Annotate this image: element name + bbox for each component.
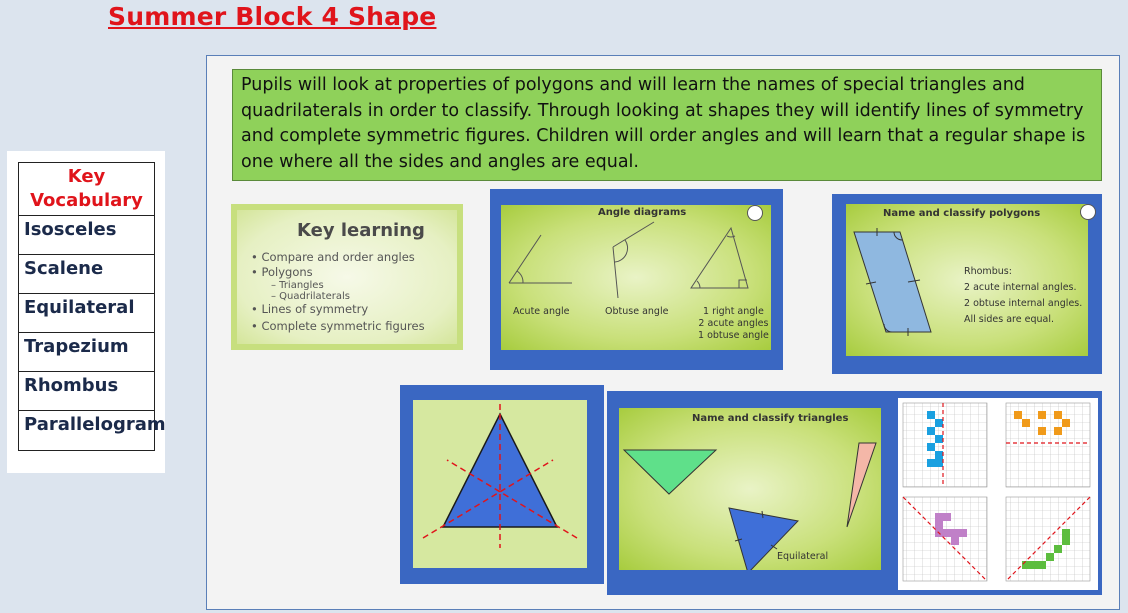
key-learning-item: • Lines of symmetry xyxy=(251,302,369,316)
key-learning-list xyxy=(251,250,425,334)
key-learning-slide xyxy=(231,204,463,350)
key-learning-subitem: – Triangles xyxy=(271,280,324,291)
vocabulary-word: Equilateral xyxy=(19,294,154,333)
equilateral-label: Equilateral xyxy=(777,551,829,562)
symmetry-grids xyxy=(898,398,1098,590)
vocabulary-word: Trapezium xyxy=(19,333,154,372)
symmetry-grids-svg xyxy=(898,398,1098,590)
symmetry-slide xyxy=(400,385,604,584)
vocabulary-heading-line2: Vocabulary xyxy=(30,190,143,211)
angle-diagrams-slide xyxy=(490,189,783,370)
polygon-description: Rhombus: 2 acute internal angles. 2 obtuse internal angles. All sides are equal. xyxy=(964,266,1083,325)
key-learning-item: • Complete symmetric figures xyxy=(251,319,425,333)
key-learning-title: Key learning xyxy=(297,220,425,241)
vocabulary-heading-line1: Key xyxy=(67,166,106,187)
polygons-slide xyxy=(832,194,1102,374)
intro-text: Pupils will look at properties of polygons and will learn the names of special triangles and quadrilaterals in order to classify. Through looking at shapes they will identify lines of symmetry and complete symmetric figures. Children will order angles and will learn that a regular shape is one where all the sides and angles are equal. xyxy=(232,69,1102,181)
key-learning-item: • Polygons xyxy=(251,265,313,279)
vocabulary-word: Parallelogram xyxy=(24,414,166,435)
triangles-svg xyxy=(619,408,881,570)
obtuse-angle-label: Obtuse angle xyxy=(605,306,669,317)
key-learning-item: • Compare and order angles xyxy=(251,250,415,264)
vocabulary-word: Rhombus xyxy=(19,372,154,411)
angle-slide-title: Angle diagrams xyxy=(598,207,687,218)
vocabulary-word: Isosceles xyxy=(19,216,154,255)
acute-angle-label: Acute angle xyxy=(513,306,570,317)
vocabulary-word: Scalene xyxy=(19,255,154,294)
key-vocabulary-box xyxy=(7,151,165,473)
key-vocabulary-table xyxy=(18,162,166,451)
vocabulary-heading xyxy=(19,163,154,216)
page-title: Summer Block 4 Shape xyxy=(108,2,437,31)
equilateral-symmetry-svg xyxy=(413,400,587,568)
triangle-angle-label: 1 right angle 2 acute angles 1 obtuse angle xyxy=(698,306,769,341)
triangles-slide xyxy=(607,391,1102,595)
triangle-slide-title: Name and classify triangles xyxy=(692,413,849,424)
key-learning-subitem: – Quadrilaterals xyxy=(271,291,350,302)
polygon-slide-title: Name and classify polygons xyxy=(883,208,1041,219)
